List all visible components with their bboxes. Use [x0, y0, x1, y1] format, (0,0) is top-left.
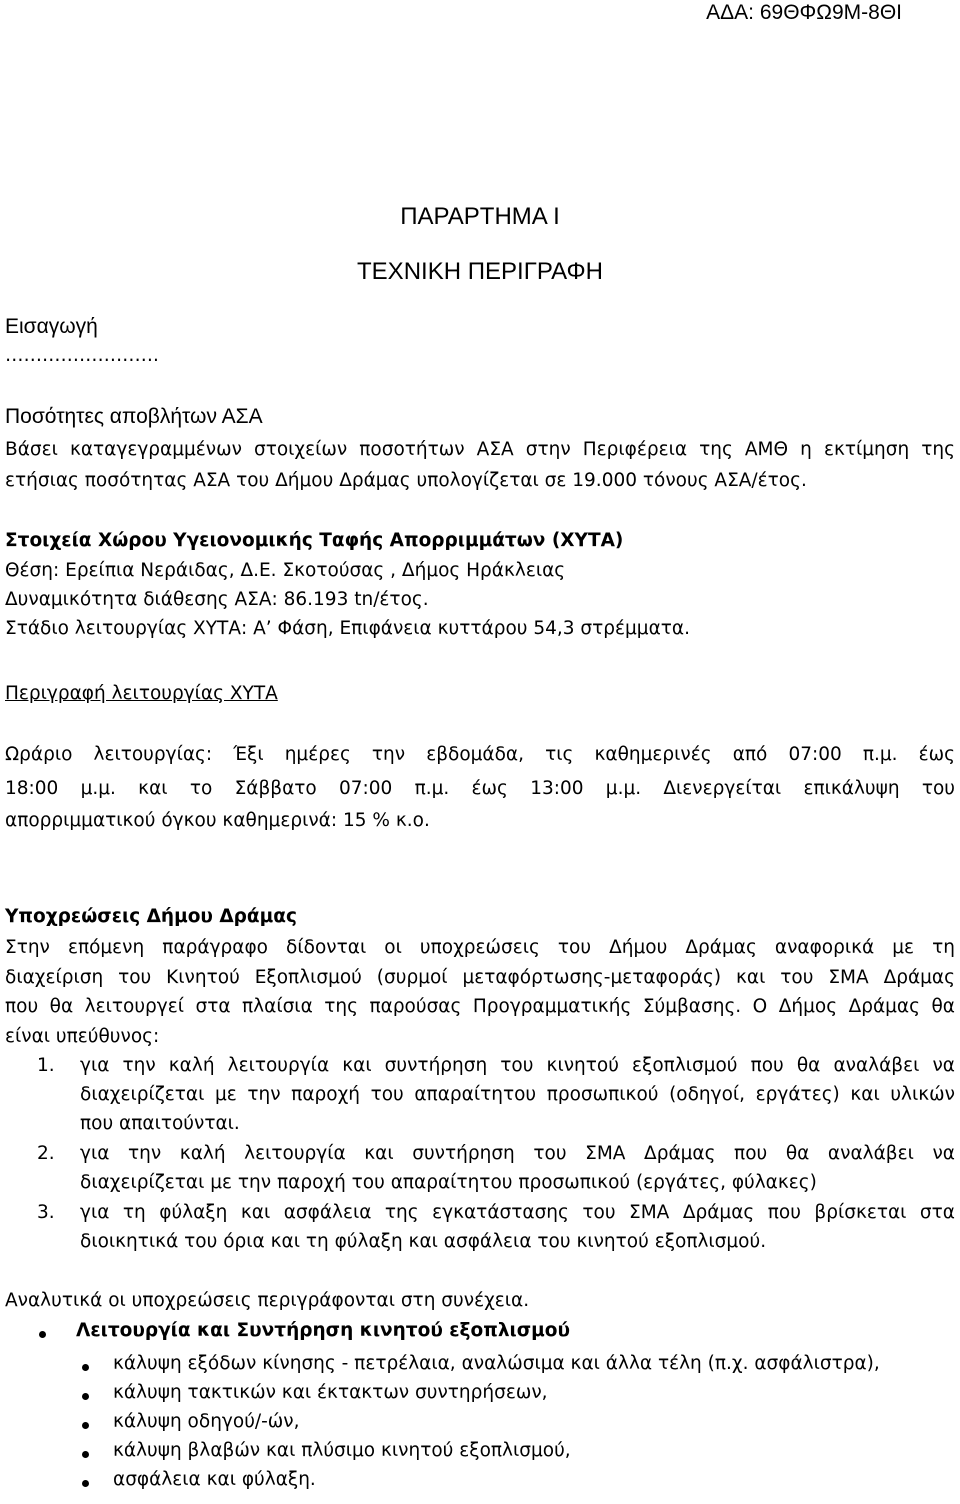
details-item: κάλυψη εξόδων κίνησης - πετρέλαια, αναλώσιμα και άλλα τέλη (π.χ. ασφάλιστρα),	[113, 1353, 880, 1374]
details-intro: Αναλυτικά οι υποχρεώσεις περιγράφονται στη συνέχεια.	[5, 1290, 530, 1311]
landfill-heading: Στοιχεία Χώρου Υγειονομικής Ταφής Απορριμμάτων (ΧΥΤΑ)	[5, 530, 624, 551]
annex-title: ΠΑΡΑΡΤΗΜΑ Ι	[400, 203, 560, 230]
quantities-text-line-2: ετήσιας ποσότητας ΑΣΑ του Δήμου Δράμας υπολογίζεται σε 19.000 τόνους ΑΣΑ/έτος.	[5, 470, 807, 491]
bullet-icon	[82, 1451, 89, 1458]
landfill-stage: Στάδιο λειτουργίας ΧΥΤΑ: Α’ Φάση, Επιφάνεια κυττάρου 54,3 στρέμματα.	[5, 618, 690, 639]
landfill-location: Θέση: Ερείπια Νεράιδας, Δ.Ε. Σκοτούσας , Δήμος Ηράκλειας	[5, 560, 566, 581]
obligations-text-line-4: είναι υπεύθυνος:	[5, 1026, 160, 1047]
details-item: κάλυψη οδηγού/-ών,	[113, 1411, 300, 1432]
list-item-1-line-2: διαχειρίζεται με την παροχή του απαραίτητου προσωπικού (οδηγοί, εργάτες) και υλικών	[80, 1084, 955, 1105]
intro-placeholder: …………………….	[5, 345, 159, 366]
bullet-icon	[39, 1331, 46, 1338]
bullet-icon	[82, 1364, 89, 1371]
bullet-icon	[82, 1422, 89, 1429]
list-item-3-line-1: για τη φύλαξη και ασφάλεια της εγκατάστασης του ΣΜΑ Δράμας που βρίσκεται στα	[80, 1202, 955, 1223]
obligations-text-line-3: που θα λειτουργεί στα πλαίσια της παρούσας Προγραμματικής Σύμβασης. Ο Δήμος Δράμας θα	[5, 996, 955, 1017]
bullet-icon	[82, 1393, 89, 1400]
details-item: κάλυψη βλαβών και πλύσιμο κινητού εξοπλισμού,	[113, 1440, 571, 1461]
details-section-title: Λειτουργία και Συντήρηση κινητού εξοπλισμού	[76, 1320, 570, 1341]
operation-heading: Περιγραφή λειτουργίας ΧΥΤΑ	[5, 683, 278, 704]
list-item-1-line-3: που απαιτούνται.	[80, 1113, 240, 1134]
document-title: ΤΕΧΝΙΚΗ ΠΕΡΙΓΡΑΦΗ	[357, 258, 603, 285]
list-item-2-line-1: για την καλή λειτουργία και συντήρηση του ΣΜΑ Δράμας που θα αναλάβει να	[80, 1143, 955, 1164]
operation-text-line-2: 18:00 μ.μ. και το Σάββατο 07:00 π.μ. έως 13:00 μ.μ. Διενεργείται επικάλυψη του	[5, 778, 955, 799]
list-item-number: 2.	[37, 1143, 55, 1164]
quantities-heading: Ποσότητες αποβλήτων ΑΣΑ	[5, 405, 263, 428]
list-item-number: 3.	[37, 1202, 55, 1223]
quantities-text-line-1: Βάσει καταγεγραμμένων στοιχείων ποσοτήτων ΑΣΑ στην Περιφέρεια της ΑΜΘ η εκτίμηση της	[5, 439, 955, 460]
operation-text-line-1: Ωράριο λειτουργίας: Έξι ημέρες την εβδομάδα, τις καθημερινές από 07:00 π.μ. έως	[5, 744, 955, 765]
landfill-capacity: Δυναμικότητα διάθεσης ΑΣΑ: 86.193 tn/έτος.	[5, 589, 429, 610]
obligations-heading: Υποχρεώσεις Δήμου Δράμας	[5, 906, 297, 927]
ada-code: ΑΔΑ: 69ΘΦΩ9Μ-8ΘΙ	[706, 1, 902, 24]
details-item: κάλυψη τακτικών και έκτακτων συντηρήσεων,	[113, 1382, 548, 1403]
bullet-icon	[82, 1480, 89, 1487]
list-item-3-line-2: διοικητικά του όρια και τη φύλαξη και ασφάλεια του κινητού εξοπλισμού.	[80, 1231, 767, 1252]
list-item-1-line-1: για την καλή λειτουργία και συντήρηση του κινητού εξοπλισμού που θα αναλάβει να	[80, 1055, 955, 1076]
details-item: ασφάλεια και φύλαξη.	[113, 1469, 316, 1490]
list-item-2-line-2: διαχειρίζεται με την παροχή του απαραίτητου προσωπικού (εργάτες, φύλακες)	[80, 1172, 817, 1193]
list-item-number: 1.	[37, 1055, 55, 1076]
intro-heading: Εισαγωγή	[5, 315, 98, 338]
obligations-text-line-2: διαχείριση του Κινητού Εξοπλισμού (συρμοί μεταφόρτωσης-μεταφοράς) και του ΣΜΑ Δράμας	[5, 967, 955, 988]
obligations-text-line-1: Στην επόμενη παράγραφο δίδονται οι υποχρεώσεις του Δήμου Δράμας αναφορικά με τη	[5, 937, 955, 958]
operation-text-line-3: απορριμματικού όγκου καθημερινά: 15 % κ.ο.	[5, 810, 430, 831]
